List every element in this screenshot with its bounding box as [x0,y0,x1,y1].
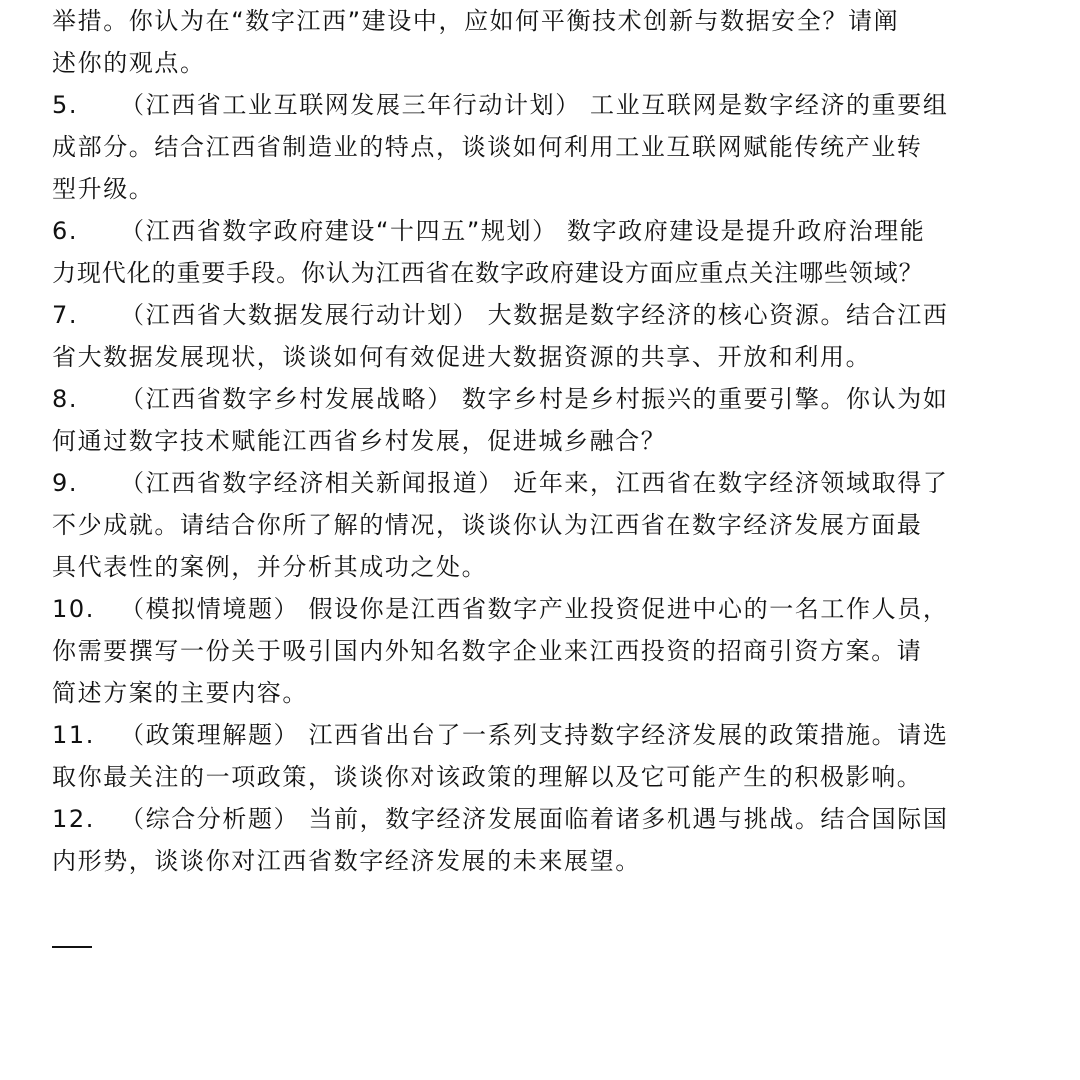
text-line: 述你的观点。 [52,49,206,77]
question-11 [52,714,948,756]
question-text: 当前，数字经济发展面临着诸多机遇与挑战。结合国际国 [308,805,949,833]
question-source: （江西省大数据发展行动计划） [120,301,479,329]
question-8 [52,378,948,420]
question-text: 近年来，江西省在数字经济领域取得了 [513,469,949,497]
text-line: 取你最关注的一项政策，谈谈你对该政策的理解以及它可能产生的积极影响。 [52,763,923,791]
horizontal-rule [52,946,92,948]
question-text: 假设你是江西省数字产业投资促进中心的一名工作人员， [308,595,949,623]
question-10 [52,588,948,630]
question-9 [52,462,948,504]
question-number: 6. [52,217,79,245]
text-line: 不少成就。请结合你所了解的情况，谈谈你认为江西省在数字经济发展方面最 [52,511,923,539]
question-number: 10. [52,595,95,623]
text-line: 成部分。结合江西省制造业的特点，谈谈如何利用工业互联网赋能传统产业转 [52,133,923,161]
text-line: 力现代化的重要手段。你认为江西省在数字政府建设方面应重点关注哪些领域？ [52,259,924,287]
question-source: （江西省工业互联网发展三年行动计划） [120,91,581,119]
question-text: 数字政府建设是提升政府治理能 [566,217,926,245]
question-5 [52,84,948,126]
text-line: 具代表性的案例，并分析其成功之处。 [52,553,488,581]
question-number: 8. [52,385,79,413]
text-line: 省大数据发展现状，谈谈如何有效促进大数据资源的共享、开放和利用。 [52,343,872,371]
question-text: 数字乡村是乡村振兴的重要引擎。你认为如 [462,385,949,413]
question-source: （模拟情境题） [120,595,300,623]
question-number: 12. [52,805,95,833]
question-number: 9. [52,469,79,497]
text-line: 你需要撰写一份关于吸引国内外知名数字企业来江西投资的招商引资方案。请 [52,637,923,665]
text-line: 内形势，谈谈你对江西省数字经济发展的未来展望。 [52,847,641,875]
question-number: 7. [52,301,79,329]
question-source: （综合分析题） [120,805,300,833]
question-12 [52,798,948,840]
question-source: （江西省数字乡村发展战略） [120,385,453,413]
question-source: （江西省数字经济相关新闻报道） [120,469,504,497]
question-number: 11. [52,721,95,749]
text-line: 型升级。 [52,175,155,203]
question-7 [52,294,948,336]
question-number: 5. [52,91,79,119]
text-line: 举措。你认为在“数字江西”建设中，应如何平衡技术创新与数据安全？请阐 [52,7,900,35]
question-source: （江西省数字政府建设“十四五”规划） [120,217,558,245]
question-text: 江西省出台了一系列支持数字经济发展的政策措施。请选 [308,721,949,749]
question-text: 工业互联网是数字经济的重要组 [590,91,949,119]
text-line: 简述方案的主要内容。 [52,679,308,707]
question-source: （政策理解题） [120,721,300,749]
question-6 [52,210,925,252]
question-text: 大数据是数字经济的核心资源。结合江西 [487,301,949,329]
text-line: 何通过数字技术赋能江西省乡村发展，促进城乡融合？ [52,427,667,455]
